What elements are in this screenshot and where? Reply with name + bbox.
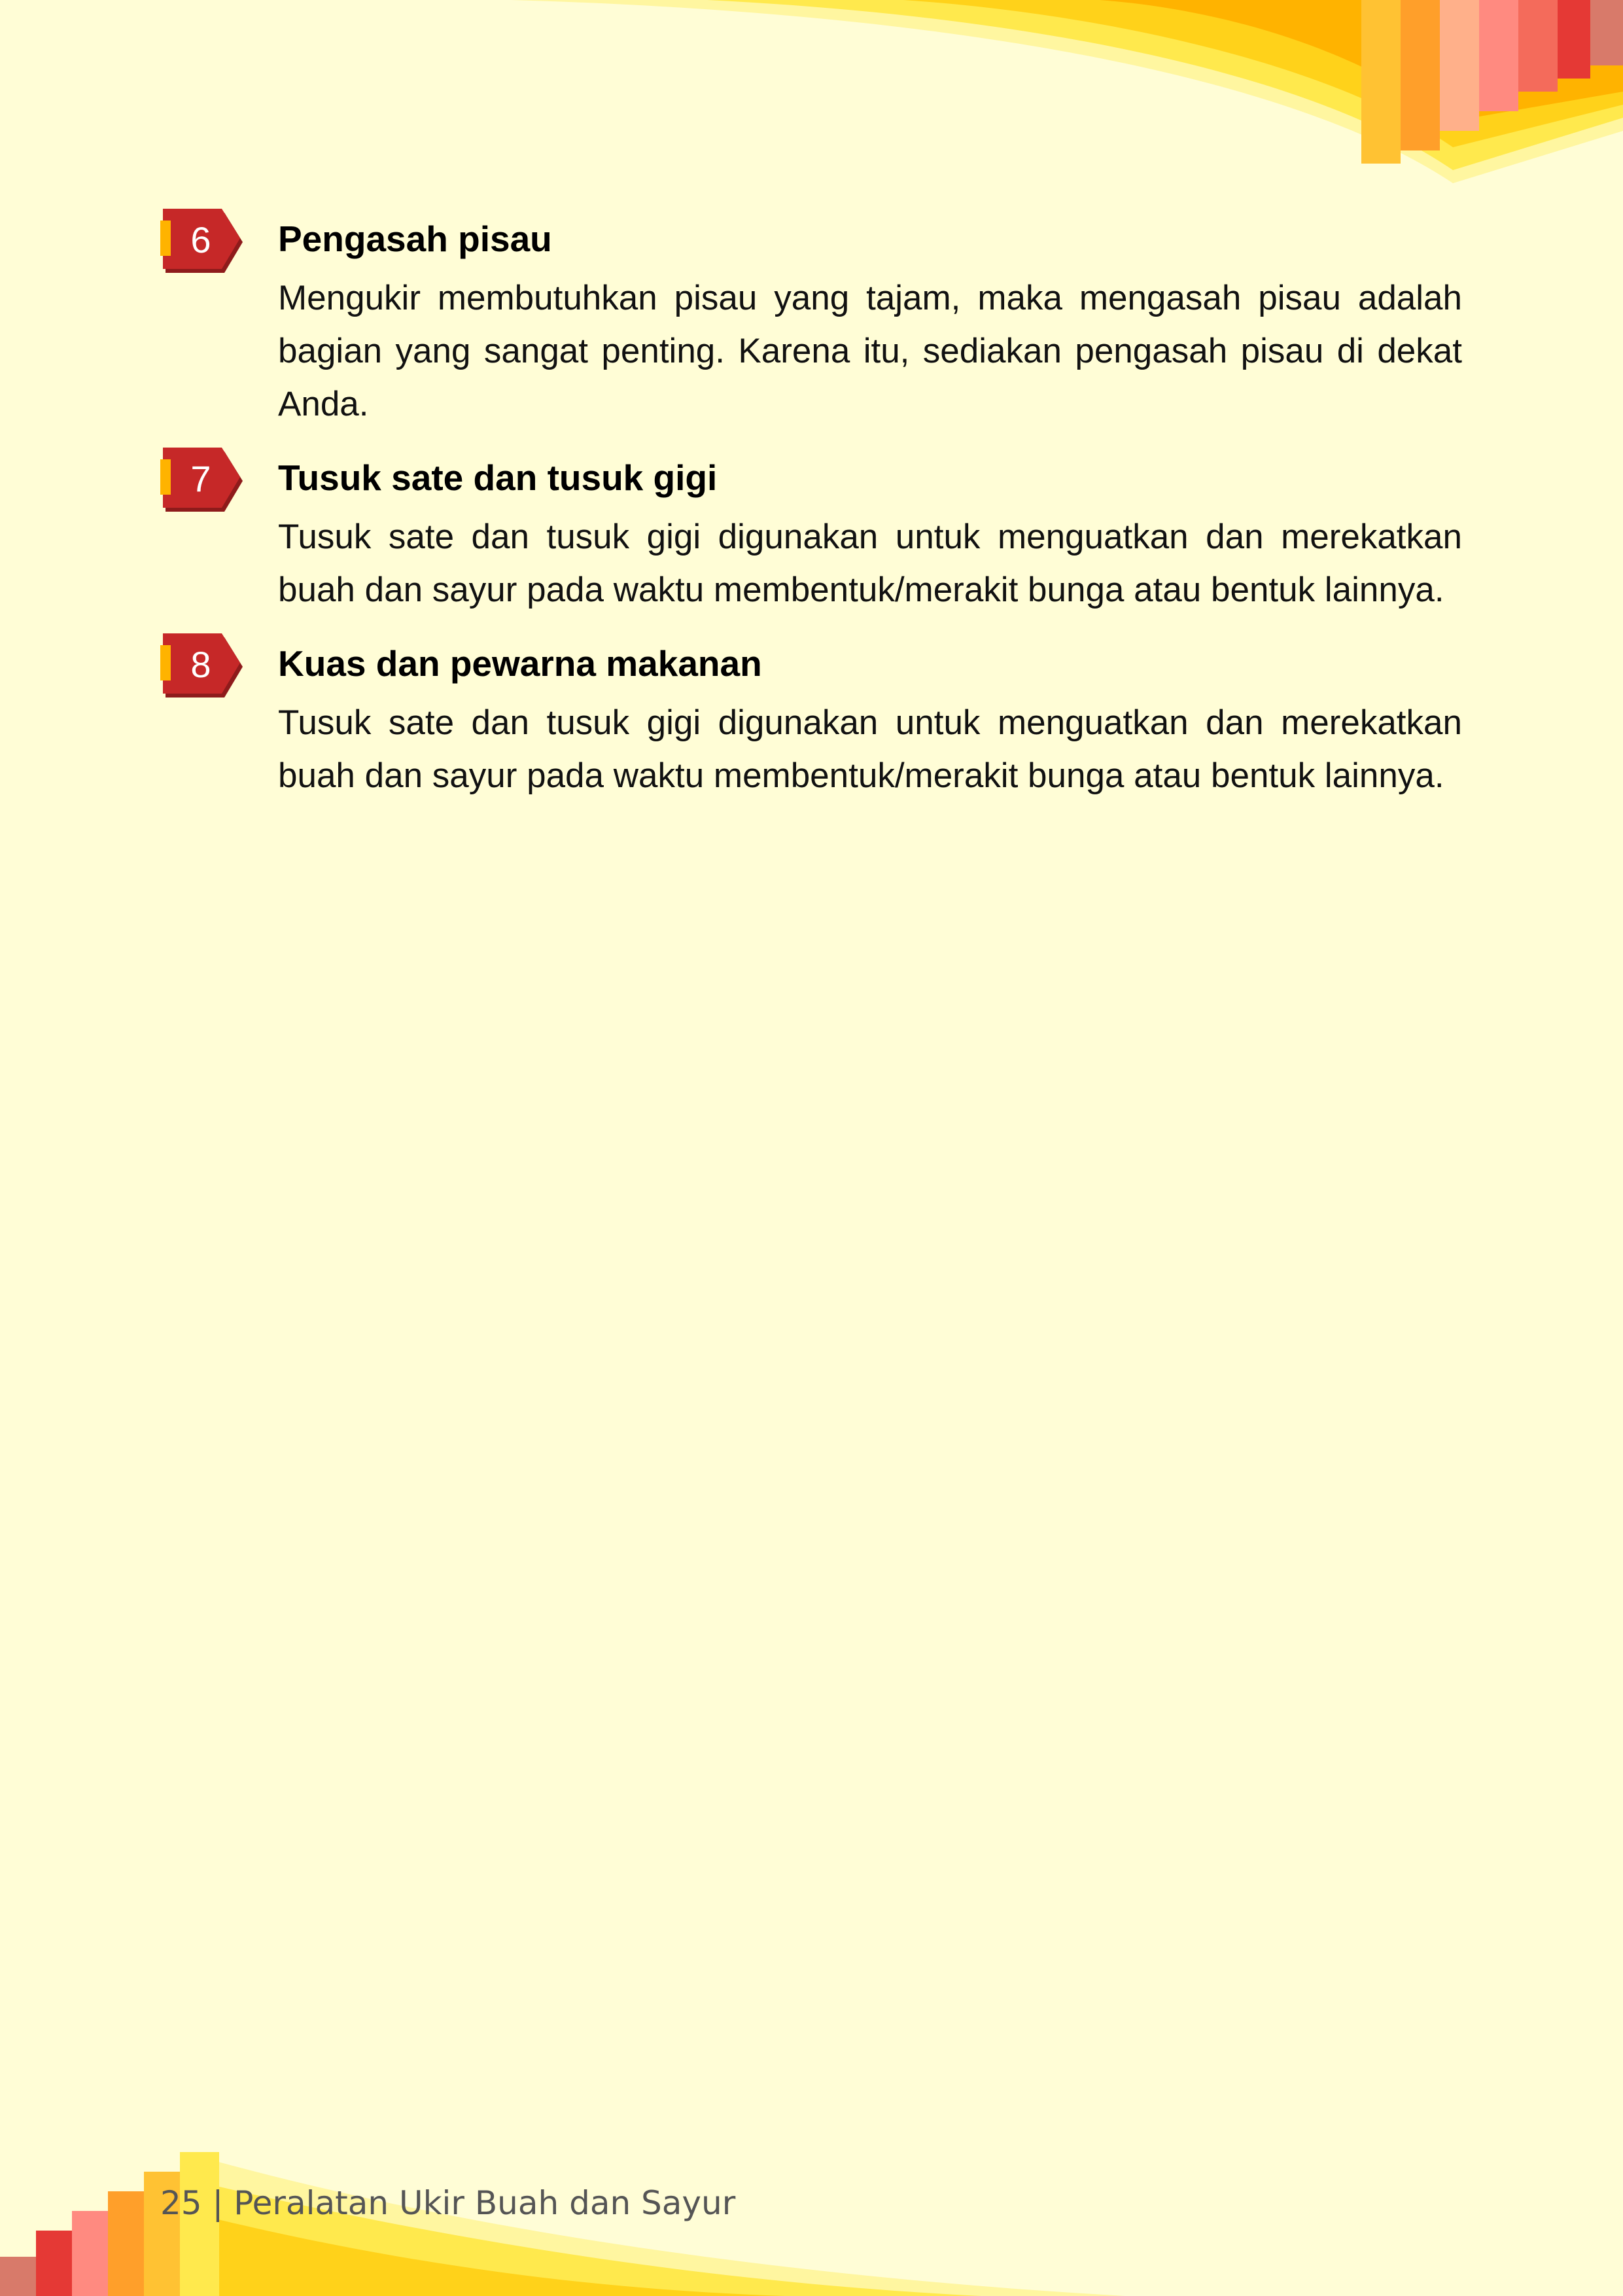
page-number: 25 (160, 2184, 202, 2222)
item-title: Kuas dan pewarna makanan (278, 643, 762, 684)
tool-list (160, 206, 1462, 817)
number-badge (160, 632, 245, 701)
item-title: Pengasah pisau (278, 219, 552, 259)
item-description: Mengukir membutuhkan pisau yang tajam, maka mengasah pisau adalah bagian yang sangat penting. Karena itu, sediakan pengasah pisau di dekat Anda. (278, 279, 1462, 423)
page-footer (160, 2184, 735, 2222)
number-badge (160, 207, 245, 276)
item-title: Tusuk sate dan tusuk gigi (278, 457, 718, 498)
number-badge (160, 446, 245, 515)
item-number: 7 (190, 458, 211, 499)
book-title: Peralatan Ukir Buah dan Sayur (234, 2184, 736, 2222)
footer-separator: | (212, 2184, 224, 2222)
item-description: Tusuk sate dan tusuk gigi digunakan untuk menguatkan dan merekatkan buah dan sayur pada waktu membentuk/merakit bunga atau bentuk lainnya. (278, 518, 1462, 609)
top-corner-decoration (511, 0, 1623, 196)
item-number: 8 (190, 644, 211, 685)
list-item (160, 445, 1462, 616)
item-description: Tusuk sate dan tusuk gigi digunakan untuk menguatkan dan merekatkan buah dan sayur pada waktu membentuk/merakit bunga atau bentuk lainnya. (278, 703, 1462, 795)
list-item (160, 206, 1462, 431)
list-item (160, 631, 1462, 802)
item-number: 6 (190, 219, 211, 260)
